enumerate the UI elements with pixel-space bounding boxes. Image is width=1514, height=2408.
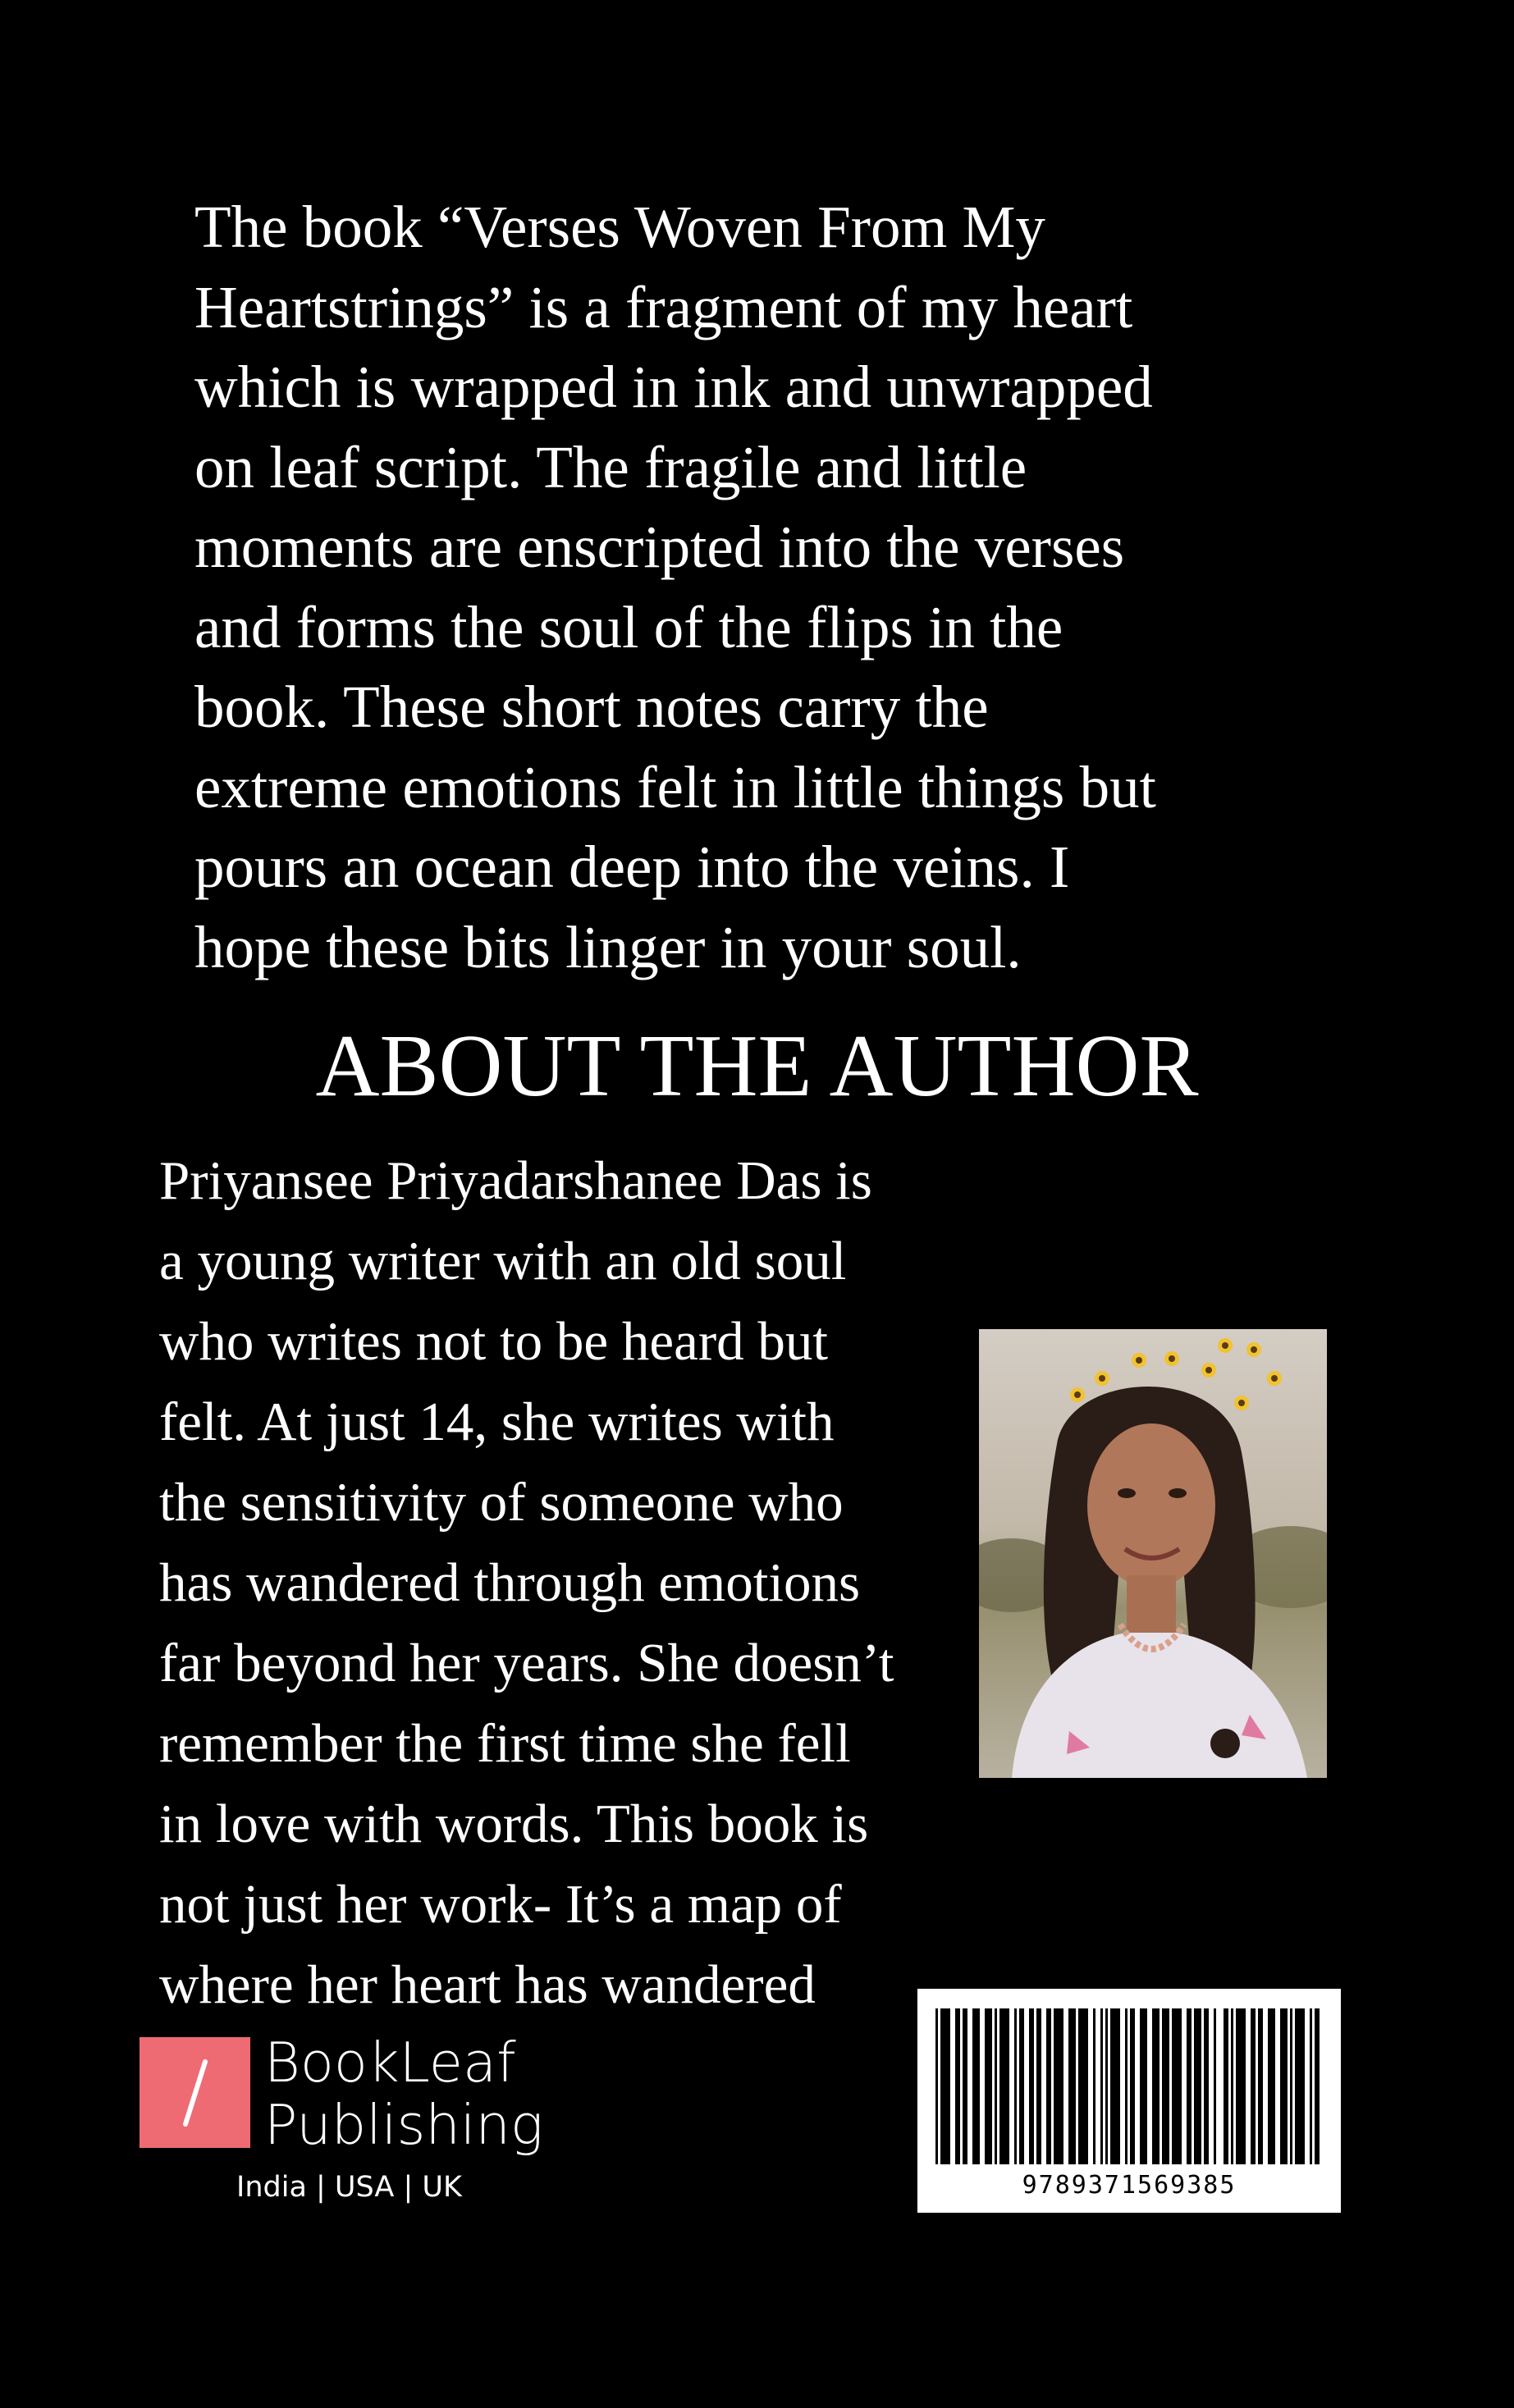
barcode-bar	[1125, 2008, 1127, 2164]
blurb-line: The book “Verses Woven From My	[194, 194, 1045, 260]
bio-line: far beyond her years. She doesn’t	[159, 1633, 894, 1693]
isbn-barcode	[917, 1989, 1341, 2213]
barcode-bar	[1110, 2008, 1120, 2164]
slash-logo-icon	[140, 2037, 250, 2148]
barcode-bar	[1290, 2008, 1292, 2164]
barcode-bar	[1046, 2008, 1051, 2164]
barcode-bar	[963, 2008, 967, 2164]
bio-line: in love with words. This book is	[159, 1793, 869, 1854]
author-portrait-image	[979, 1329, 1327, 1778]
barcode-bar	[1214, 2008, 1216, 2164]
publisher-name-line1: BookLeaf	[264, 2031, 516, 2095]
barcode-bar	[1187, 2008, 1192, 2164]
barcode-bar	[985, 2008, 992, 2164]
barcode-bar	[1014, 2008, 1017, 2164]
bio-line: not just her work- It’s a map of	[159, 1874, 842, 1935]
barcode-bar	[1078, 2008, 1088, 2164]
blurb-line: book. These short notes carry the	[194, 674, 989, 740]
barcode-bar	[1231, 2008, 1233, 2164]
barcode-bar	[1100, 2008, 1103, 2164]
about-author-heading: ABOUT THE AUTHOR	[315, 1017, 1199, 1115]
barcode-bar	[1054, 2008, 1063, 2164]
barcode-bars	[917, 1989, 1341, 2171]
barcode-bar	[940, 2008, 950, 2164]
blurb-line: pours an ocean deep into the veins. I	[194, 834, 1070, 900]
barcode-bar	[1152, 2008, 1160, 2164]
barcode-bar	[1236, 2008, 1246, 2164]
barcode-bar	[1310, 2008, 1312, 2164]
barcode-bar	[1140, 2008, 1147, 2164]
blurb-line: Heartstrings” is a fragment of my heart	[194, 273, 1133, 340]
barcode-bar	[999, 2008, 1009, 2164]
blurb-line: which is wrapped in ink and unwrapped	[194, 354, 1153, 420]
barcode-bar	[935, 2008, 938, 2164]
barcode-bar	[972, 2008, 980, 2164]
author-photo	[979, 1329, 1327, 1778]
barcode-bar	[1029, 2008, 1034, 2164]
barcode-bar	[995, 2008, 997, 2164]
blurb-line: moments are enscripted into the verses	[194, 514, 1125, 580]
publisher-name-line2: Publishing	[264, 2093, 544, 2157]
barcode-bar	[1194, 2008, 1201, 2164]
barcode-bar	[1019, 2008, 1024, 2164]
author-bio	[159, 1140, 1062, 2025]
isbn-number: 9789371569385	[1022, 2171, 1237, 2200]
barcode-bar	[1280, 2008, 1288, 2164]
barcode-bar	[1105, 2008, 1108, 2164]
bio-line: where her heart has wandered	[159, 1954, 816, 2015]
barcode-bar	[955, 2008, 960, 2164]
barcode-bar	[1130, 2008, 1135, 2164]
blurb-line: hope these bits linger in your soul.	[194, 913, 1022, 980]
back-cover-blurb	[194, 187, 1384, 987]
bio-line: felt. At just 14, she writes with	[159, 1391, 835, 1452]
bio-line: has wandered through emotions	[159, 1552, 861, 1613]
barcode-bar	[1036, 2008, 1041, 2164]
publisher-logo	[140, 2037, 250, 2148]
barcode-bar	[1204, 2008, 1209, 2164]
barcode-bar	[1268, 2008, 1275, 2164]
barcode-bar	[1258, 2008, 1263, 2164]
barcode-bar	[1251, 2008, 1256, 2164]
barcode-bar	[1093, 2008, 1095, 2164]
blurb-line: and forms the soul of the flips in the	[194, 593, 1063, 660]
barcode-bar	[1315, 2008, 1320, 2164]
bio-line: who writes not to be heard but	[159, 1311, 828, 1372]
publisher-name	[264, 2031, 543, 2156]
bio-line: a young writer with an old soul	[159, 1231, 847, 1291]
barcode-bar	[1068, 2008, 1076, 2164]
barcode-bar	[1162, 2008, 1169, 2164]
bio-line: remember the first time she fell	[159, 1713, 851, 1774]
bio-line: the sensitivity of someone who	[159, 1472, 844, 1533]
blurb-line: extreme emotions felt in little things but	[194, 753, 1156, 820]
barcode-bar	[1224, 2008, 1228, 2164]
publisher-countries: India | USA | UK	[236, 2171, 462, 2204]
bio-line: Priyansee Priyadarshanee Das is	[159, 1150, 872, 1211]
blurb-line: on leaf script. The fragile and little	[194, 433, 1027, 500]
barcode-bar	[1172, 2008, 1182, 2164]
barcode-bar	[1295, 2008, 1305, 2164]
